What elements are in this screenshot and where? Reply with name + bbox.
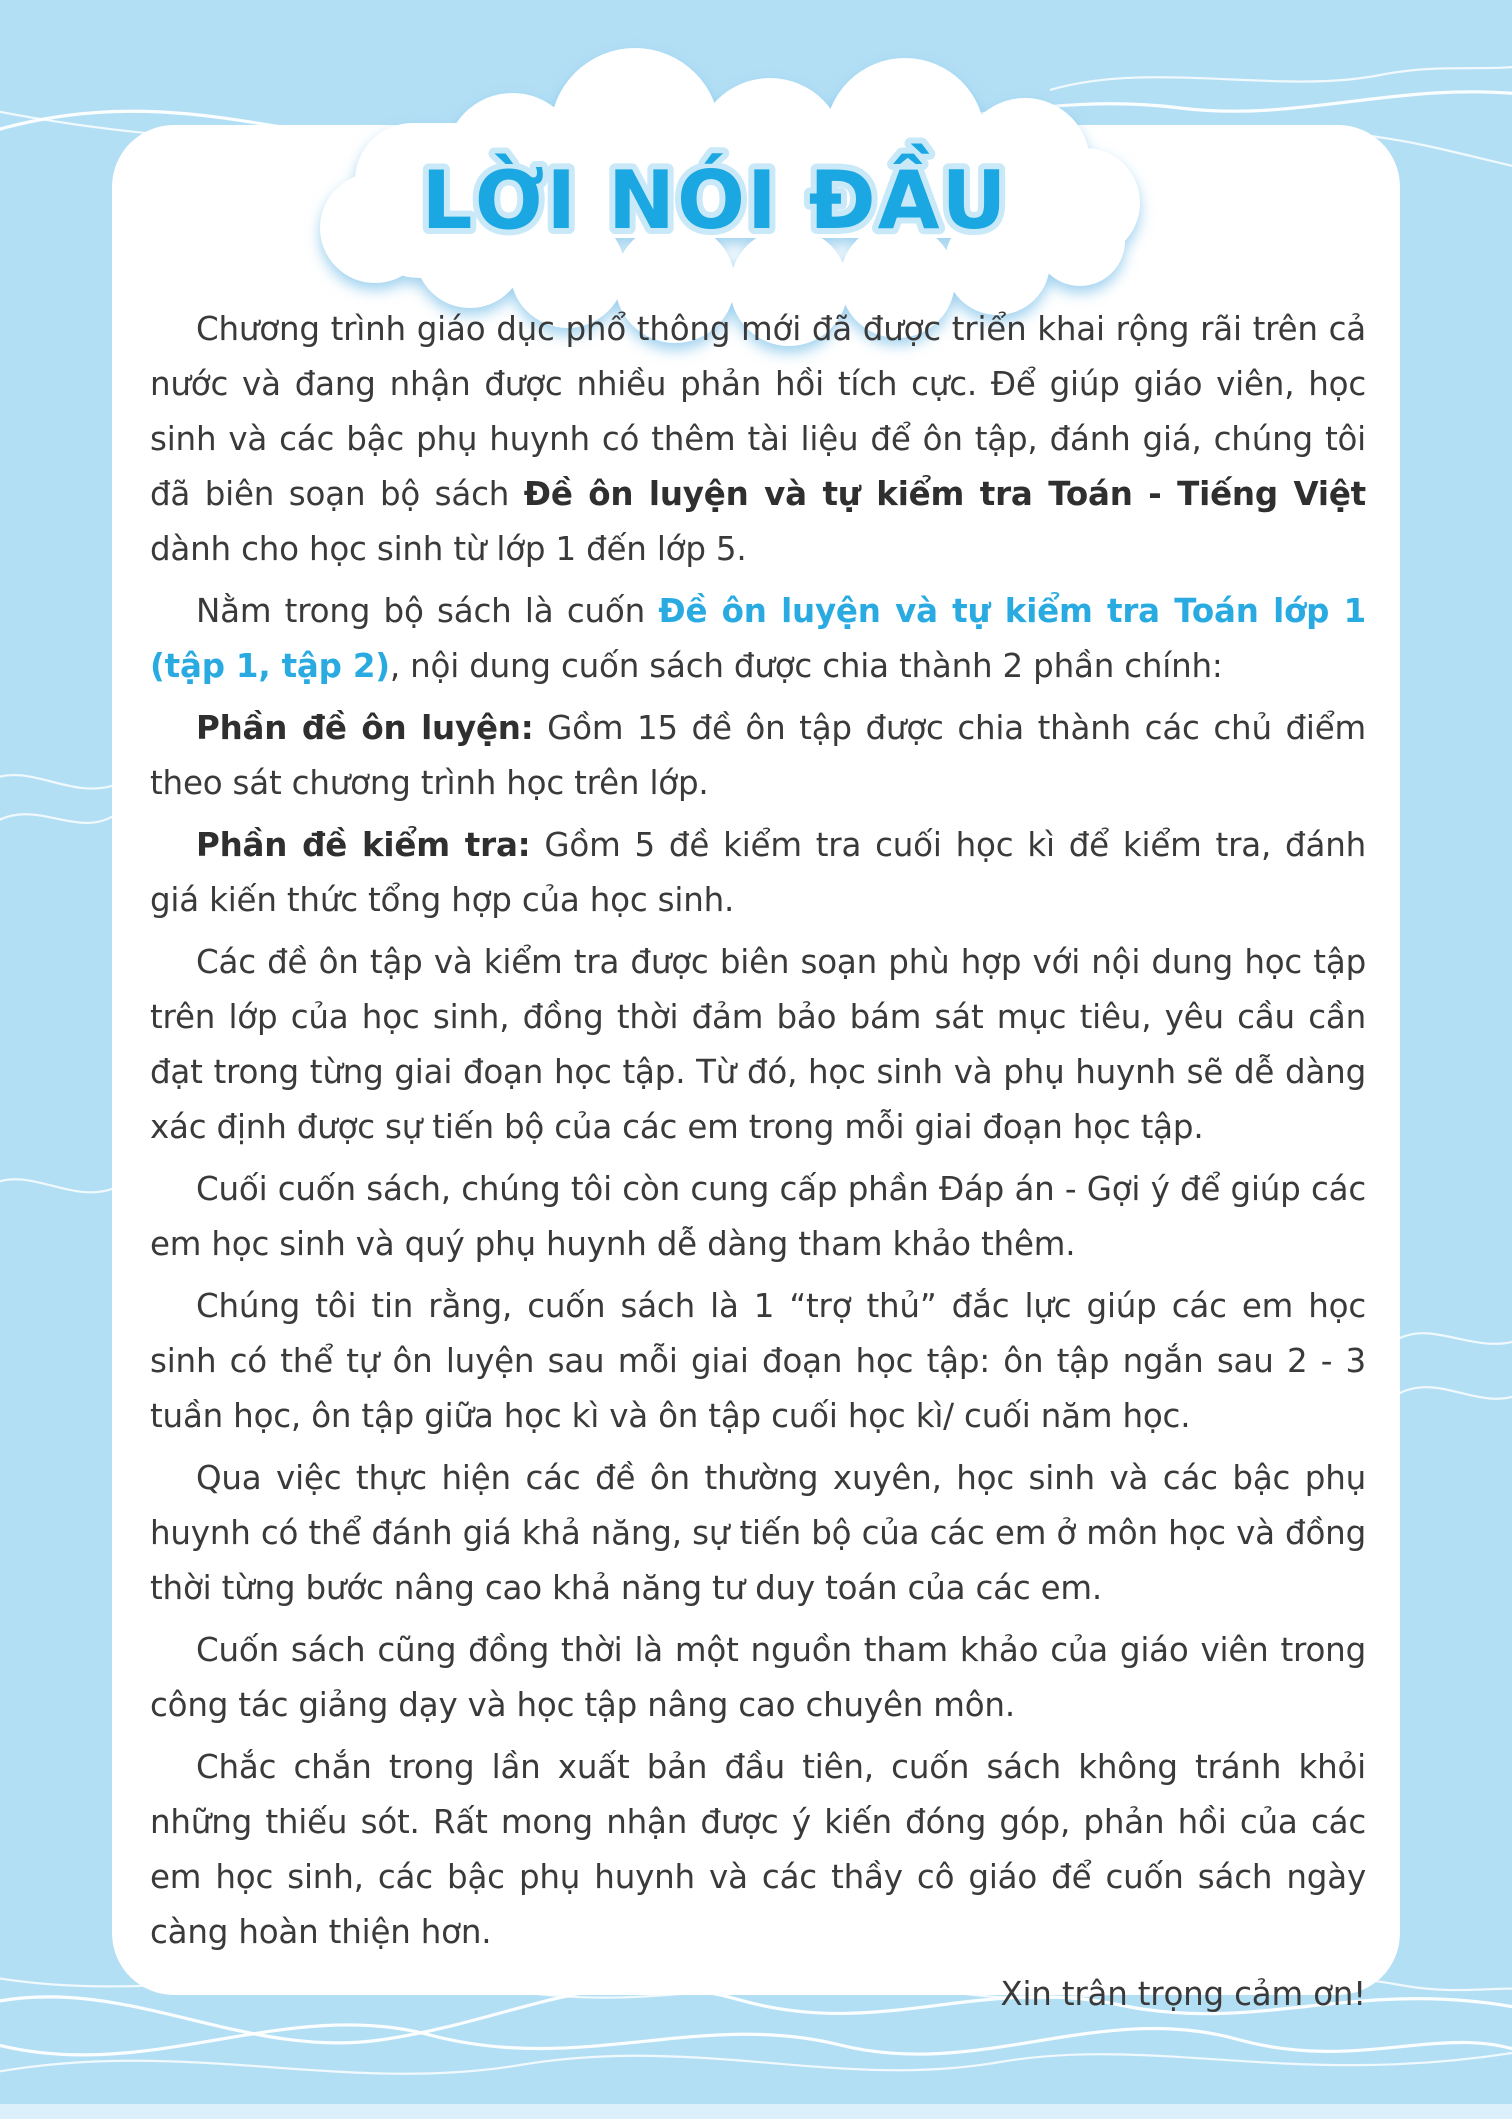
preface-paragraph	[150, 701, 1366, 811]
bottom-edge-strip	[0, 2104, 1512, 2119]
text-segment: Gồm 5 đề kiểm tra cuối học kì để kiểm tra, đánh giá kiến thức tổng hợp của học sinh.	[150, 826, 1367, 919]
text-segment: dành cho học sinh từ lớp 1 đến lớp 5.	[150, 530, 747, 568]
text-segment: Chúng tôi tin rằng, cuốn sách là 1 “trợ thủ” đắc lực giúp các em học sinh có thể tự ôn luyện sau mỗi giai đoạn học tập: ôn tập ngắn sau 2 - 3 tuần học, ôn tập giữa học kì và ôn tập cuối học kì/ cuối năm học.	[150, 1287, 1366, 1435]
closing-line: Xin trân trọng cảm ơn!	[1000, 1975, 1366, 2013]
preface-paragraph	[150, 935, 1366, 1155]
preface-paragraph	[150, 1451, 1366, 1616]
text-segment: Qua việc thực hiện các đề ôn thường xuyên, học sinh và các bậc phụ huynh có thể đánh giá khả năng, sự tiến bộ của các em ở môn học và đồng thời từng bước nâng cao khả năng tư duy toán của các em.	[150, 1459, 1366, 1607]
preface-body	[150, 302, 1366, 2029]
preface-paragraph	[150, 1279, 1366, 1444]
page-title: LỜI NÓI ĐẦU	[421, 154, 1009, 247]
preface-paragraph	[150, 1162, 1366, 1272]
text-segment: , nội dung cuốn sách được chia thành 2 phần chính:	[389, 647, 1223, 685]
text-segment: Đề ôn luyện và tự kiểm tra Toán lớp 1 (tập 1, tập 2)	[150, 592, 1367, 685]
text-segment: Phần đề kiểm tra:	[196, 826, 531, 864]
preface-paragraph	[150, 584, 1366, 694]
title-banner	[295, 38, 1145, 278]
text-segment: Gồm 15 đề ôn tập được chia thành các chủ điểm theo sát chương trình học trên lớp.	[150, 709, 1366, 802]
preface-paragraph	[150, 1623, 1366, 1733]
text-segment: Chương trình giáo dục phổ thông mới đã được triển khai rộng rãi trên cả nước và đang nhận được nhiều phản hồi tích cực. Để giúp giáo viên, học sinh và các bậc phụ huynh có thêm tài liệu để ôn tập, đánh giá, chúng tôi đã biên soạn bộ sách	[150, 310, 1366, 513]
text-segment: Chắc chắn trong lần xuất bản đầu tiên, cuốn sách không tránh khỏi những thiếu sót. Rất mong nhận được ý kiến đóng góp, phản hồi của các em học sinh, các bậc phụ huynh và các thầy cô giáo để cuốn sách ngày càng hoàn thiện hơn.	[150, 1748, 1366, 1951]
preface-paragraph	[150, 1740, 1366, 1960]
text-segment: Phần đề ôn luyện:	[196, 709, 534, 747]
text-segment: Cuốn sách cũng đồng thời là một nguồn tham khảo của giáo viên trong công tác giảng dạy và học tập nâng cao chuyên môn.	[150, 1631, 1366, 1724]
text-segment: Đề ôn luyện và tự kiểm tra Toán - Tiếng Việt	[523, 475, 1367, 513]
preface-paragraph	[150, 302, 1366, 577]
text-segment: Các đề ôn tập và kiểm tra được biên soạn phù hợp với nội dung học tập trên lớp của học sinh, đồng thời đảm bảo bám sát mục tiêu, yêu cầu cần đạt trong từng giai đoạn học tập. Từ đó, học sinh và phụ huynh sẽ dễ dàng xác định được sự tiến bộ của các em trong mỗi giai đoạn học tập.	[150, 943, 1366, 1146]
text-segment: Cuối cuốn sách, chúng tôi còn cung cấp phần Đáp án - Gợi ý để giúp các em học sinh và quý phụ huynh dễ dàng tham khảo thêm.	[150, 1170, 1366, 1263]
text-segment: Nằm trong bộ sách là cuốn	[196, 592, 659, 630]
preface-paragraph	[150, 818, 1366, 928]
